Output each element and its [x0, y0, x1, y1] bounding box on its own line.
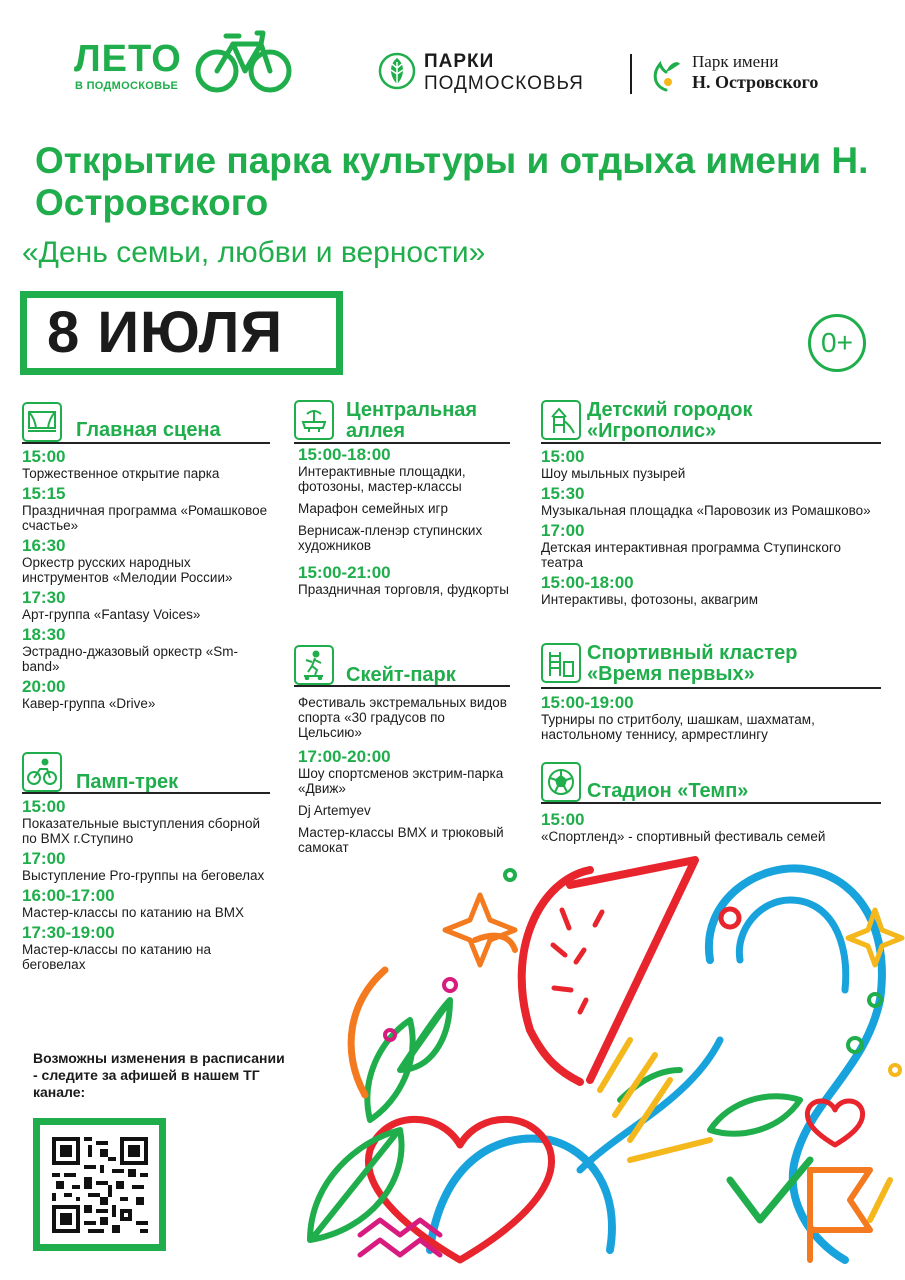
event-description: Эстрадно-джазовый оркестр «Sm-band» [22, 644, 238, 674]
event-description: Оркестр русских народных инструментов «Мелодии России» [22, 555, 233, 585]
title-line: аллея [346, 420, 406, 442]
event-time: 16:00-17:00 [22, 886, 115, 905]
schedule-list [22, 797, 270, 972]
event-description: Мастер-классы по катанию на BMX [22, 905, 244, 920]
section-header [294, 645, 510, 687]
section-title: Скейт-парк [346, 664, 456, 686]
ostrovsky-park-icon [648, 54, 684, 94]
event-description: Dj Artemyev [298, 803, 371, 818]
section-header [541, 643, 881, 689]
stage-icon [22, 402, 62, 442]
section-header [22, 402, 270, 444]
event-description: Праздничная торговля, фудкорты [298, 582, 509, 597]
title-line: «Игрополис» [587, 420, 717, 442]
schedule-list [22, 447, 270, 711]
section-header [541, 400, 881, 444]
schedule-item [22, 923, 270, 972]
event-description: Кавер-группа «Drive» [22, 696, 156, 711]
ostrovsky-logo-line1: Парк имени [692, 52, 779, 71]
event-time: 17:30 [22, 588, 66, 607]
schedule-item [541, 484, 881, 518]
section-stadium [541, 762, 881, 844]
event-time: 15:00 [22, 447, 66, 466]
event-time: 17:00-20:00 [298, 747, 391, 766]
event-time: 17:30-19:00 [22, 923, 115, 942]
event-time: 15:00 [541, 810, 585, 829]
title-line: Детский городок [587, 399, 753, 421]
event-time: 15:30 [541, 484, 585, 503]
title-line: Спортивный кластер [587, 642, 798, 664]
section-skate-park [294, 645, 510, 855]
event-description: Мастер-классы по катанию на беговелах [22, 942, 211, 972]
schedule-item [22, 447, 270, 481]
event-description: Интерактивы, фотозоны, аквагрим [541, 592, 758, 607]
schedule-item [22, 625, 270, 674]
event-time: 16:30 [22, 536, 66, 555]
event-description: Вернисаж-пленэр ступинских художников [298, 523, 483, 553]
event-time: 15:00 [541, 447, 585, 466]
event-description: Музыкальная площадка «Паровозик из Ромашково» [541, 503, 871, 518]
schedule-list [541, 693, 881, 742]
schedule-item [22, 677, 270, 711]
section-title [587, 643, 797, 685]
decorative-illustration [290, 840, 905, 1280]
section-header [541, 762, 881, 804]
section-title: Памп-трек [76, 771, 179, 793]
qr-code-pattern [52, 1137, 148, 1233]
event-description: Праздничная программа «Ромашковое счастье» [22, 503, 268, 533]
schedule-item [541, 447, 881, 481]
sport-equipment-icon [541, 643, 581, 683]
schedule-item [22, 849, 270, 883]
event-description: Торжественное открытие парка [22, 466, 220, 481]
event-time: 15:00-18:00 [298, 445, 391, 464]
skater-icon [294, 645, 334, 685]
event-description: Интерактивные площадки, фотозоны, мастер-классы [298, 464, 466, 494]
event-description: Шоу спортсменов экстрим-парка «Движ» [298, 766, 504, 796]
event-time: 17:00 [541, 521, 585, 540]
schedule-change-note: Возможны изменения в расписании - следите за афишей в нашем ТГ канале: [33, 1050, 285, 1100]
schedule-item [22, 484, 270, 533]
section-title: Стадион «Темп» [587, 780, 749, 802]
event-time: 18:30 [22, 625, 66, 644]
ostrovsky-logo-line2: Н. Островского [692, 72, 819, 92]
section-header [294, 400, 510, 444]
section-header [22, 752, 270, 794]
event-time: 20:00 [22, 677, 66, 696]
schedule-list [541, 810, 881, 844]
schedule-list [541, 447, 881, 607]
soccer-ball-icon [541, 762, 581, 802]
fountain-icon [294, 400, 334, 440]
section-sport-cluster [541, 643, 881, 742]
bicycle-icon [193, 26, 293, 96]
parki-logo-line2: ПОДМОСКОВЬЯ [424, 73, 584, 94]
schedule-item [22, 886, 270, 920]
event-description: Марафон семейных игр [298, 501, 448, 516]
section-main-stage [22, 402, 270, 711]
section-pump-track [22, 752, 270, 972]
event-time: 15:00-18:00 [541, 573, 634, 592]
event-time: 15:00 [22, 797, 66, 816]
event-description: Выступление Pro-группы на беговелах [22, 868, 265, 883]
event-time: 15:00-21:00 [298, 563, 391, 582]
event-description: Фестиваль экстремальных видов спорта «30 градусов по Цельсию» [298, 695, 507, 740]
header-divider [630, 54, 632, 94]
event-description: Турниры по стритболу, шашкам, шахматам, настольному теннису, армрестлингу [541, 712, 815, 742]
event-description: Шоу мыльных пузырей [541, 466, 686, 481]
schedule-list [294, 445, 510, 597]
cyclist-icon [22, 752, 62, 792]
event-description: Детская интерактивная программа Ступинского театра [541, 540, 841, 570]
section-kids-town [541, 400, 881, 607]
schedule-item [22, 797, 270, 846]
event-description: Мастер-классы BMX и трюковый самокат [298, 825, 504, 855]
event-description: Арт-группа «Fantasy Voices» [22, 607, 201, 622]
schedule-item [541, 573, 881, 607]
page-title: Открытие парка культуры и отдыха имени Н. Островского [35, 140, 869, 223]
leto-logo-title: ЛЕТО [74, 38, 182, 80]
age-rating-badge: 0+ [808, 314, 866, 372]
event-time: 15:15 [22, 484, 66, 503]
event-time: 17:00 [22, 849, 66, 868]
section-title [587, 400, 753, 442]
leto-logo-subtitle: В ПОДМОСКОВЬЕ [75, 80, 179, 92]
section-title [346, 400, 477, 442]
section-title: Главная сцена [76, 419, 221, 441]
qr-code[interactable] [33, 1118, 166, 1251]
title-line: «Время первых» [587, 663, 755, 685]
section-central-alley [294, 400, 510, 597]
schedule-item [541, 521, 881, 570]
schedule-item [22, 588, 270, 622]
schedule-list [294, 695, 510, 855]
event-description: «Спортленд» - спортивный фестиваль семей [541, 829, 826, 844]
event-time: 15:00-19:00 [541, 693, 634, 712]
playground-icon [541, 400, 581, 440]
event-description: Показательные выступления сборной по BMX г.Ступино [22, 816, 261, 846]
parki-leaf-icon [378, 52, 416, 90]
event-date: 8 ИЮЛЯ [47, 300, 284, 365]
schedule-item [22, 536, 270, 585]
page-subtitle: «День семьи, любви и верности» [22, 236, 486, 269]
title-line: Центральная [346, 399, 478, 421]
parki-logo-line1: ПАРКИ [424, 51, 495, 72]
